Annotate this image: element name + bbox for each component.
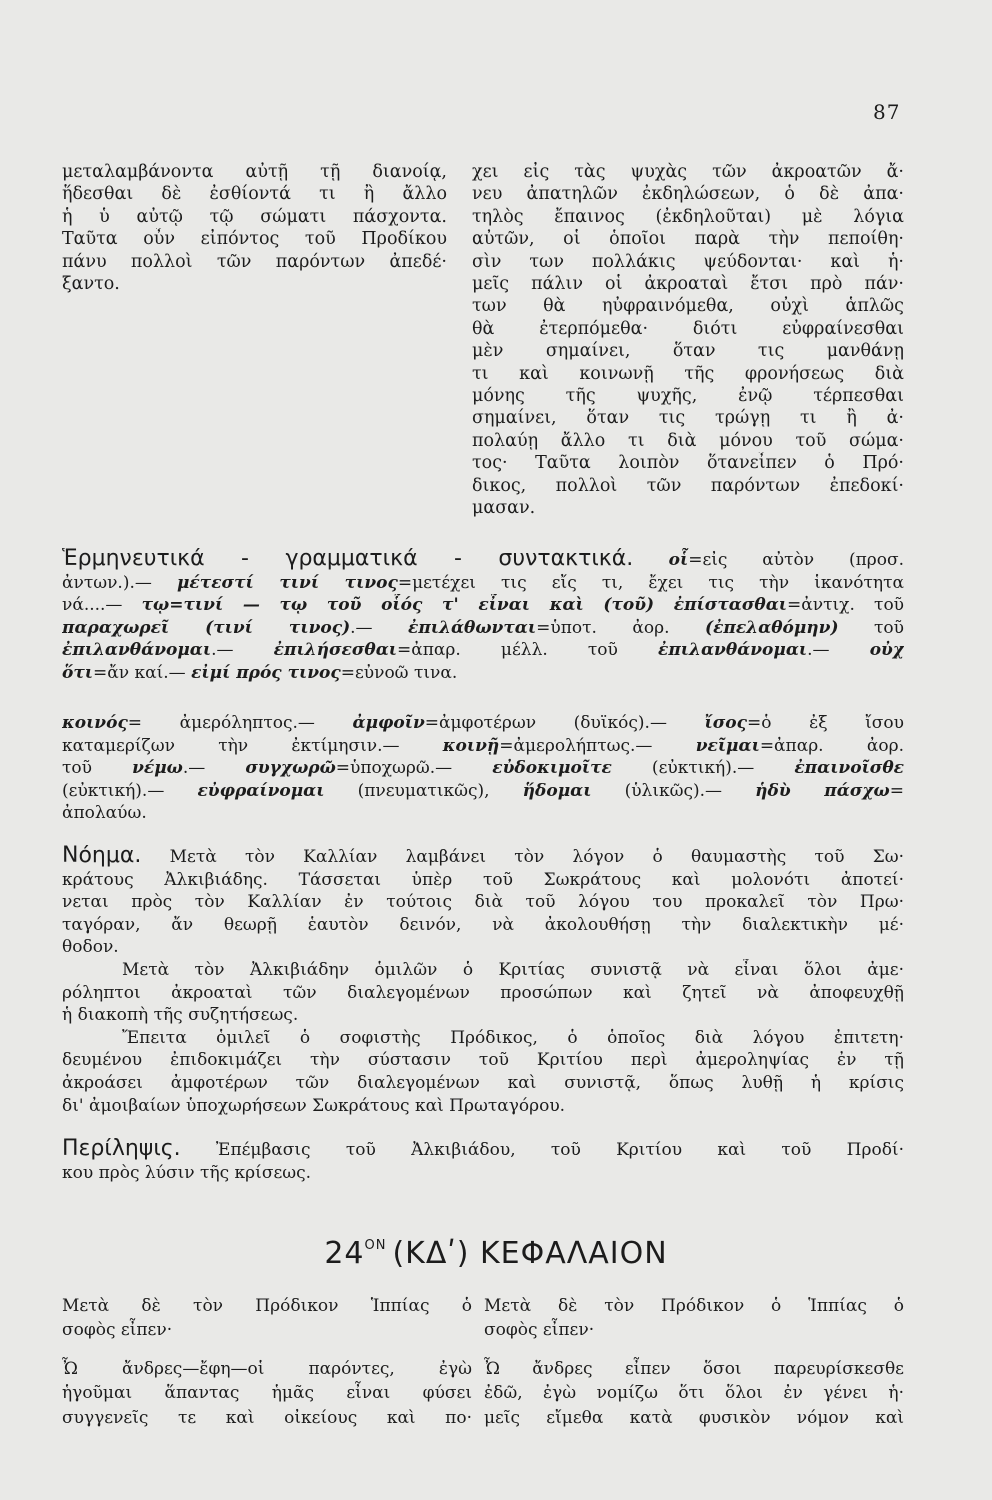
chapter-title: $24^{ON}$ (ΚΔʹ) ΚΕΦΑΛΑΙΟΝ — [324, 1236, 668, 1271]
text-line: νευ ἀπατηλῶν ἐκδηλώσεων, ὁ δὲ ἀπα· — [472, 184, 904, 205]
text-line: τι καὶ κοινωνῇ τῆς φρονήσεως διὰ — [472, 363, 904, 384]
text-line: ρόληπτοι ἀκροαταὶ τῶν διαλεγομένων προσώπων καὶ ζητεῖ νὰ ἀποφευχθῇ — [62, 982, 904, 1003]
text-line: χει εἰς τὰς ψυχὰς τῶν ἀκροατῶν ἄ· — [472, 162, 904, 182]
text-line: (εὐκτική).— εὐφραίνομαι (πνευματικῶς), ἥδομαι (ὑλικῶς).— ἡδὺ πάσχω= — [62, 780, 904, 801]
text-line: αὐτῶν, οἱ ὁποῖοι παρὰ τὴν πεποίθη· — [472, 229, 904, 250]
text-line: καταμερίζων τὴν ἐκτίμησιν.— κοινῇ=ἀμερολήπτως.— νεῖμαι=ἀπαρ. ἀορ. — [62, 735, 904, 756]
text-line: ἡ διακοπὴ τῆς συζητήσεως. — [62, 1005, 299, 1026]
text-line: Περίληψις. Ἐπέμβασις τοῦ Ἀλκιβιάδου, τοῦ Κριτίου καὶ τοῦ Προδί· — [62, 1138, 904, 1161]
text-line: τηλὸς ἔπαινος (ἐκδηλοῦται) μὲ λόγια — [472, 206, 904, 227]
text-line: μόνης τῆς ψυχῆς, ἐνῷ τέρπεσθαι — [472, 386, 904, 407]
text-line: σοφὸς εἶπεν· — [484, 1320, 595, 1341]
text-line: ταγόραν, ἄν θεωρῇ ἑαυτὸν δεινόν, νὰ ἀκολουθήσῃ τὴν διαλεκτικὴν μέ· — [62, 914, 904, 935]
text-line: μεταλαμβάνοντα αὐτῇ τῇ διανοίᾳ, — [62, 162, 447, 182]
text-line: μὲν σημαίνει, ὅταν τις μανθάνῃ — [472, 341, 904, 362]
section-heading: Περίληψις. — [62, 1138, 181, 1161]
text-line: Ταῦτα οὖν εἰπόντος τοῦ Προδίκου — [62, 229, 447, 250]
text-line: θὰ ἐτερπόμεθα· διότι εὐφραίνεσθαι — [472, 318, 904, 339]
text-line: θοδον. — [62, 937, 119, 958]
page-number: 87 — [873, 100, 901, 124]
text-line: κου πρὸς λύσιν τῆς κρίσεως. — [62, 1162, 312, 1183]
glossary-section — [62, 548, 904, 685]
text-line: ἡ ὑ αὐτῷ τῷ σώματι πάσχοντα. — [62, 206, 447, 227]
text-line: Μετὰ τὸν Ἀλκιβιάδην ὁμιλῶν ὁ Κριτίας συνιστᾷ νὰ εἶναι ὅλοι ἀμε· — [122, 959, 904, 980]
text-line: σοφὸς εἶπεν· — [62, 1320, 173, 1341]
text-line: Ἔπειτα ὁμιλεῖ ὁ σοφιστὴς Πρόδικος, ὁ ὁποῖος διὰ λόγου ἐπιτετη· — [122, 1027, 904, 1048]
glossary-section-2 — [62, 712, 904, 825]
text-line: Μετὰ δὲ τὸν Πρόδικον Ἱππίας ὁ — [62, 1296, 472, 1316]
text-line: ἀκροάσει ἀμφοτέρων τῶν διαλεγομένων καὶ συνιστᾷ, ὅπως λυθῇ ἡ κρίσις — [62, 1072, 904, 1093]
text-line: ξαντο. — [62, 274, 120, 295]
text-line: ἐπιλανθάνομαι.— ἐπιλήσεσθαι=ἀπαρ. μέλλ. τοῦ ἐπιλανθάνομαι.— οὐχ — [62, 640, 904, 661]
text-line: σὶν των πολλάκις ψεύδονται· καὶ ἡ· — [472, 251, 904, 272]
text-line: νά....— τῳ=τινί — τῳ τοῦ οἷός τ' εἶναι καὶ (τοῦ) ἐπίστασθαι=ἀντιχ. τοῦ — [62, 595, 904, 616]
text-line: δικος, πολλοὶ τῶν παρόντων ἐπεδοκί· — [472, 475, 904, 496]
translation-column-2 — [484, 1294, 904, 1430]
text-line: Ἑρμηνευτικά - γραμματικά - συντακτικά. οἷ=εἰς αὐτὸν (προσ. — [62, 548, 904, 571]
text-line: ἀντων.).— μέτεστί τινί τινος=μετέχει τις εἴς τι, ἔχει τις τὴν ἱκανότητα — [62, 572, 904, 593]
text-line: Μετὰ δὲ τὸν Πρόδικον ὁ Ἱππίας ὁ — [484, 1296, 904, 1316]
text-line: μεῖς πάλιν οἱ ἀκροαταὶ ἔτσι πρὸ πάν· — [472, 274, 904, 295]
text-line: πολαύῃ ἄλλο τι διὰ μόνου τοῦ σώμα· — [472, 430, 904, 451]
meaning-section — [62, 845, 904, 1117]
summary-section — [62, 1138, 904, 1184]
text-line: τος· Ταῦτα λοιπὸν ὅτανεἶπεν ὁ Πρό· — [472, 453, 904, 474]
text-line: ὅτι=ἄν καί.— εἰμί πρός τινος=εὐνοῶ τινα. — [62, 662, 458, 683]
text-line: κοινός= ἀμερόληπτος.— ἀμφοῖν=ἀμφοτέρων (δυϊκός).— ἴσος=ὁ ἐξ ἴσου — [62, 713, 904, 733]
text-line: μεῖς εἴμεθα κατὰ φυσικὸν νόμον καὶ — [484, 1407, 904, 1428]
section-heading: Νόημα. — [62, 845, 142, 868]
text-line: τοῦ νέμω.— συγχωρῶ=ὑποχωρῶ.— εὐδοκιμοῖτε (εὐκτική).— ἐπαινοῖσθε — [62, 758, 904, 779]
greek-original-column-2 — [62, 1294, 472, 1430]
text-line: ἐδῶ, ἐγὼ νομίζω ὅτι ὅλοι ἐν γένει ἡ· — [484, 1383, 904, 1404]
text-line: των θὰ ηὐφραινόμεθα, οὐχὶ ἁπλῶς — [472, 296, 904, 317]
text-line: σημαίνει, ὅταν τις τρώγῃ τι ἢ ἀ· — [472, 408, 904, 429]
greek-original-column — [62, 161, 447, 295]
text-line: ἥδεσθαι δὲ ἐσθίοντά τι ἢ ἄλλο — [62, 184, 447, 205]
text-line: δι' ἀμοιβαίων ὑποχωρήσεων Σωκράτους καὶ Πρωταγόρου. — [62, 1095, 566, 1116]
text-line: μασαν. — [472, 498, 536, 519]
text-line: Ὦ ἄνδρες—ἔφη—οἱ παρόντες, ἐγὼ — [62, 1358, 472, 1379]
text-line: ἀπολαύω. — [62, 803, 147, 824]
text-line: ἡγοῦμαι ἅπαντας ἡμᾶς εἶναι φύσει — [62, 1383, 472, 1404]
text-line: συγγενεῖς τε καὶ οἰκείους καὶ πο· — [62, 1407, 472, 1428]
text-line: παραχωρεῖ (τινί τινος).— ἐπιλάθωνται=ὑποτ. ἀορ. (ἐπελαθόμην) τοῦ — [62, 617, 904, 638]
text-line: δευμένου ἐπιδοκιμάζει τὴν σύστασιν τοῦ Κριτίου περὶ ἀμεροληψίας ἐν τῇ — [62, 1050, 904, 1071]
text-line: κράτους Ἀλκιβιάδης. Τάσσεται ὑπὲρ τοῦ Σωκράτους καὶ μολονότι ἀποτεί· — [62, 869, 904, 890]
section-heading: Ἑρμηνευτικά - γραμματικά - συντακτικά. — [62, 548, 634, 571]
text-line: πάνυ πολλοὶ τῶν παρόντων ἀπεδέ· — [62, 251, 447, 272]
text-line: Ὦ ἄνδρες εἶπεν ὅσοι παρευρίσκεσθε — [484, 1358, 904, 1379]
text-line: νεται πρὸς τὸν Καλλίαν ἐν τούτοις διὰ τοῦ λόγου του προκαλεῖ τὸν Πρω· — [62, 892, 904, 913]
text-line: Νόημα. Μετὰ τὸν Καλλίαν λαμβάνει τὸν λόγον ὁ θαυμαστὴς τοῦ Σω· — [62, 845, 904, 868]
translation-column — [472, 161, 904, 520]
